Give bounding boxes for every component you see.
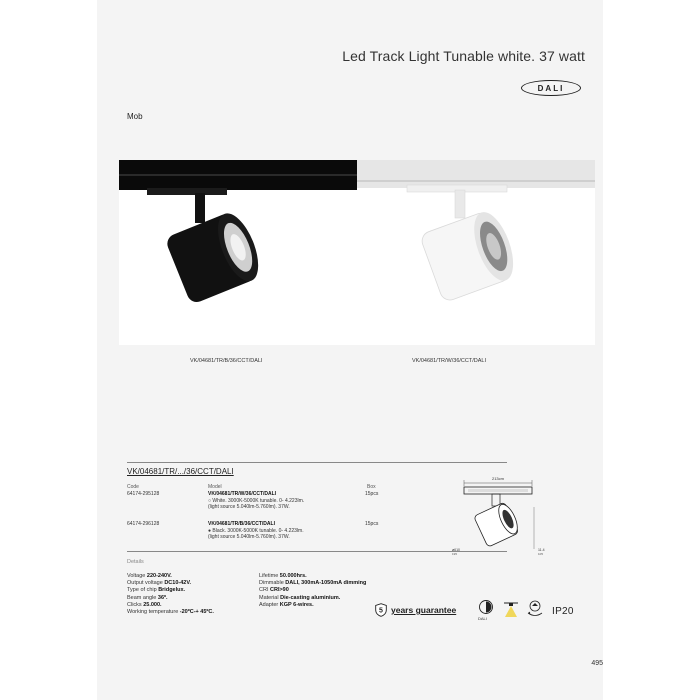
- drawing-diameter-label: ø610: [452, 548, 460, 552]
- black-product-caption: VK/04681/TR/B/36/CCT/DALI: [190, 358, 263, 364]
- spec-lifetime: Lifetime 50.000hrs.: [259, 573, 307, 579]
- table-row-model: VK/04681/TR/B/36/CCT/DALI ● Black. 3000K-5000K tunable. 0- 4.223lm. (light source 5.040lm-5.760lm). 37W.: [208, 521, 304, 540]
- beam-angle-icon: [500, 598, 522, 622]
- spec-chip: Type of chip Bridgelux.: [127, 587, 186, 594]
- divider-top: [127, 462, 507, 463]
- drawing-width-label: 213cm: [491, 476, 505, 481]
- page-title: Led Track Light Tunable white. 37 watt: [342, 48, 585, 64]
- white-product-caption: VK/04681/TR/W/36/CCT/DALI: [412, 358, 486, 364]
- svg-text:5: 5: [379, 607, 383, 615]
- spec-dimmable: Dimmable DALI, 300mA-1050mA dimming: [259, 580, 367, 587]
- details-left-column: [127, 573, 214, 616]
- table-row-box: 15pcs: [365, 491, 379, 497]
- table-row-code: 64174-295128: [127, 491, 160, 497]
- drawing-height-sub: 105: [538, 552, 544, 556]
- spec-clicks: Clicks 25.000.: [127, 601, 162, 608]
- spec-adapter: Adapter KGP 6-wires.: [259, 601, 314, 608]
- spec-voltage: Voltage 220-240V.: [127, 573, 172, 579]
- dali-icon-label: DALI: [478, 616, 487, 621]
- shield-icon: [375, 603, 387, 617]
- spec-output-voltage: Output voltage DC10-42V.: [127, 580, 192, 587]
- black-track-light-photo: [119, 160, 357, 345]
- col-header-box: Box: [367, 484, 376, 490]
- ip-rating: IP20: [552, 606, 574, 617]
- spec-material: Material Die-casting aluminium.: [259, 594, 341, 601]
- white-track-light-photo: [357, 160, 595, 345]
- table-row-box: 15pcs: [365, 521, 379, 527]
- spec-working-temperature: Working temperature -20ºC-+ 45ºC.: [127, 609, 214, 616]
- rotatable-adjustable-icon: [524, 598, 546, 622]
- dali-logo: DALI: [521, 80, 581, 96]
- section-name: Mob: [127, 112, 143, 121]
- page-number: 495: [591, 660, 603, 667]
- technical-drawing: [442, 471, 562, 571]
- drawing-height-label: 11.4: [538, 548, 545, 552]
- spec-cri: CRI CRI>90: [259, 587, 289, 594]
- spec-beam-angle: Beam angle 36º.: [127, 594, 168, 601]
- guarantee-badge: [375, 603, 456, 617]
- guarantee-text: years guarantee: [391, 605, 457, 615]
- code-heading: VK/04681/TR/.../36/CCT/DALI: [127, 467, 234, 476]
- col-header-code: Code: [127, 484, 139, 490]
- catalog-page: [97, 0, 603, 700]
- details-right-column: [259, 573, 366, 609]
- details-heading: Details: [127, 559, 144, 565]
- drawing-diameter-sub: 195: [452, 552, 458, 556]
- col-header-model: Model: [208, 484, 222, 490]
- table-row-code: 64174-296128: [127, 521, 160, 527]
- table-row-model: VK/04681/TR/W/36/CCT/DALI ○ White. 3000K-5000K tunable. 0- 4.223lm. (light source 5.040lm-5.760lm). 37W.: [208, 491, 305, 510]
